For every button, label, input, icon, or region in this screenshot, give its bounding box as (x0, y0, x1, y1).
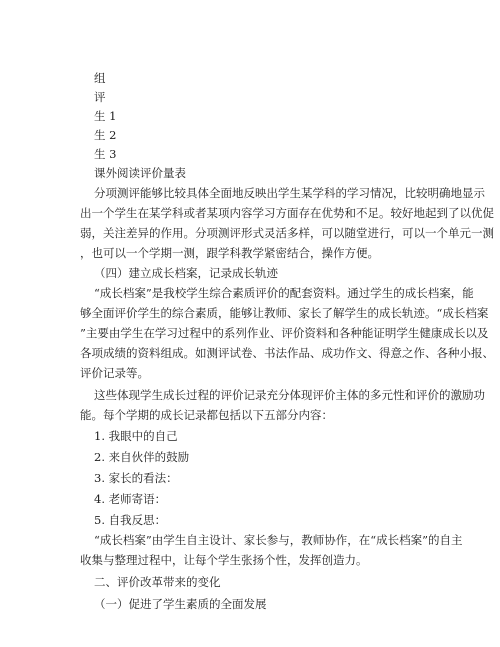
text-line: ，也可以一个学期一测，跟学科教学紧密结合，操作方便。 (80, 246, 379, 260)
text-line: 5. 自我反思： (94, 513, 167, 527)
text-line: “成长档案”是我校学生综合素质评价的配套资料。通过学生的成长档案，能 (94, 286, 474, 300)
text-line: 够全面评价学生的综合素质，能够让教师、家长了解学生的成长轨迹。“成长档案 (80, 306, 489, 320)
text-line: 二、评价改革带来的变化 (94, 575, 221, 589)
text-line: （四）建立成长档案，记录成长轨迹 (94, 266, 278, 280)
text-line: 弱，关注差异的作用。分项测评形式灵活多样，可以随堂进行，可以一个单元一测 (80, 226, 494, 240)
text-line: 生 3 (94, 147, 117, 161)
text-line: 课外阅读评价量表 (94, 166, 186, 180)
text-line: 4. 老师寄语： (94, 492, 167, 506)
text-line: 组 (94, 71, 106, 85)
text-line: ”主要由学生在学习过程中的系列作业、评价资料和各种能证明学生健康成长以及 (80, 326, 489, 340)
text-line: 评 (94, 90, 106, 104)
text-line: （一）促进了学生素质的全面发展 (94, 597, 267, 611)
text-line: 收集与整理过程中，让每个学生张扬个性，发挥创造力。 (80, 553, 368, 567)
text-line: 2. 来自伙伴的鼓励 (94, 450, 190, 464)
text-line: 这些体现学生成长过程的评价记录充分体现评价主体的多元性和评价的激励功 (94, 388, 485, 402)
text-line: 评价记录等。 (80, 366, 149, 380)
text-line: 分项测评能够比较具体全面地反映出学生某学科的学习情况，比较明确地显示 (94, 186, 485, 200)
text-line: 3. 家长的看法： (94, 471, 178, 485)
text-line: 生 2 (94, 128, 117, 142)
text-line: “成长档案”由学生自主设计、家长参与，教师协作，在“成长档案”的自主 (94, 533, 463, 547)
text-line: 能。每个学期的成长记录都包括以下五部分内容： (80, 408, 333, 422)
text-line: 生 1 (94, 109, 117, 123)
text-line: 出一个学生在某学科或者某项内容学习方面存在优势和不足。较好地起到了以优促 (80, 206, 494, 220)
text-line: 1. 我眼中的自己 (94, 429, 178, 443)
text-line: 各项成绩的资料组成。如测评试卷、书法作品、成功作文、得意之作、各种小报、 (80, 346, 494, 360)
